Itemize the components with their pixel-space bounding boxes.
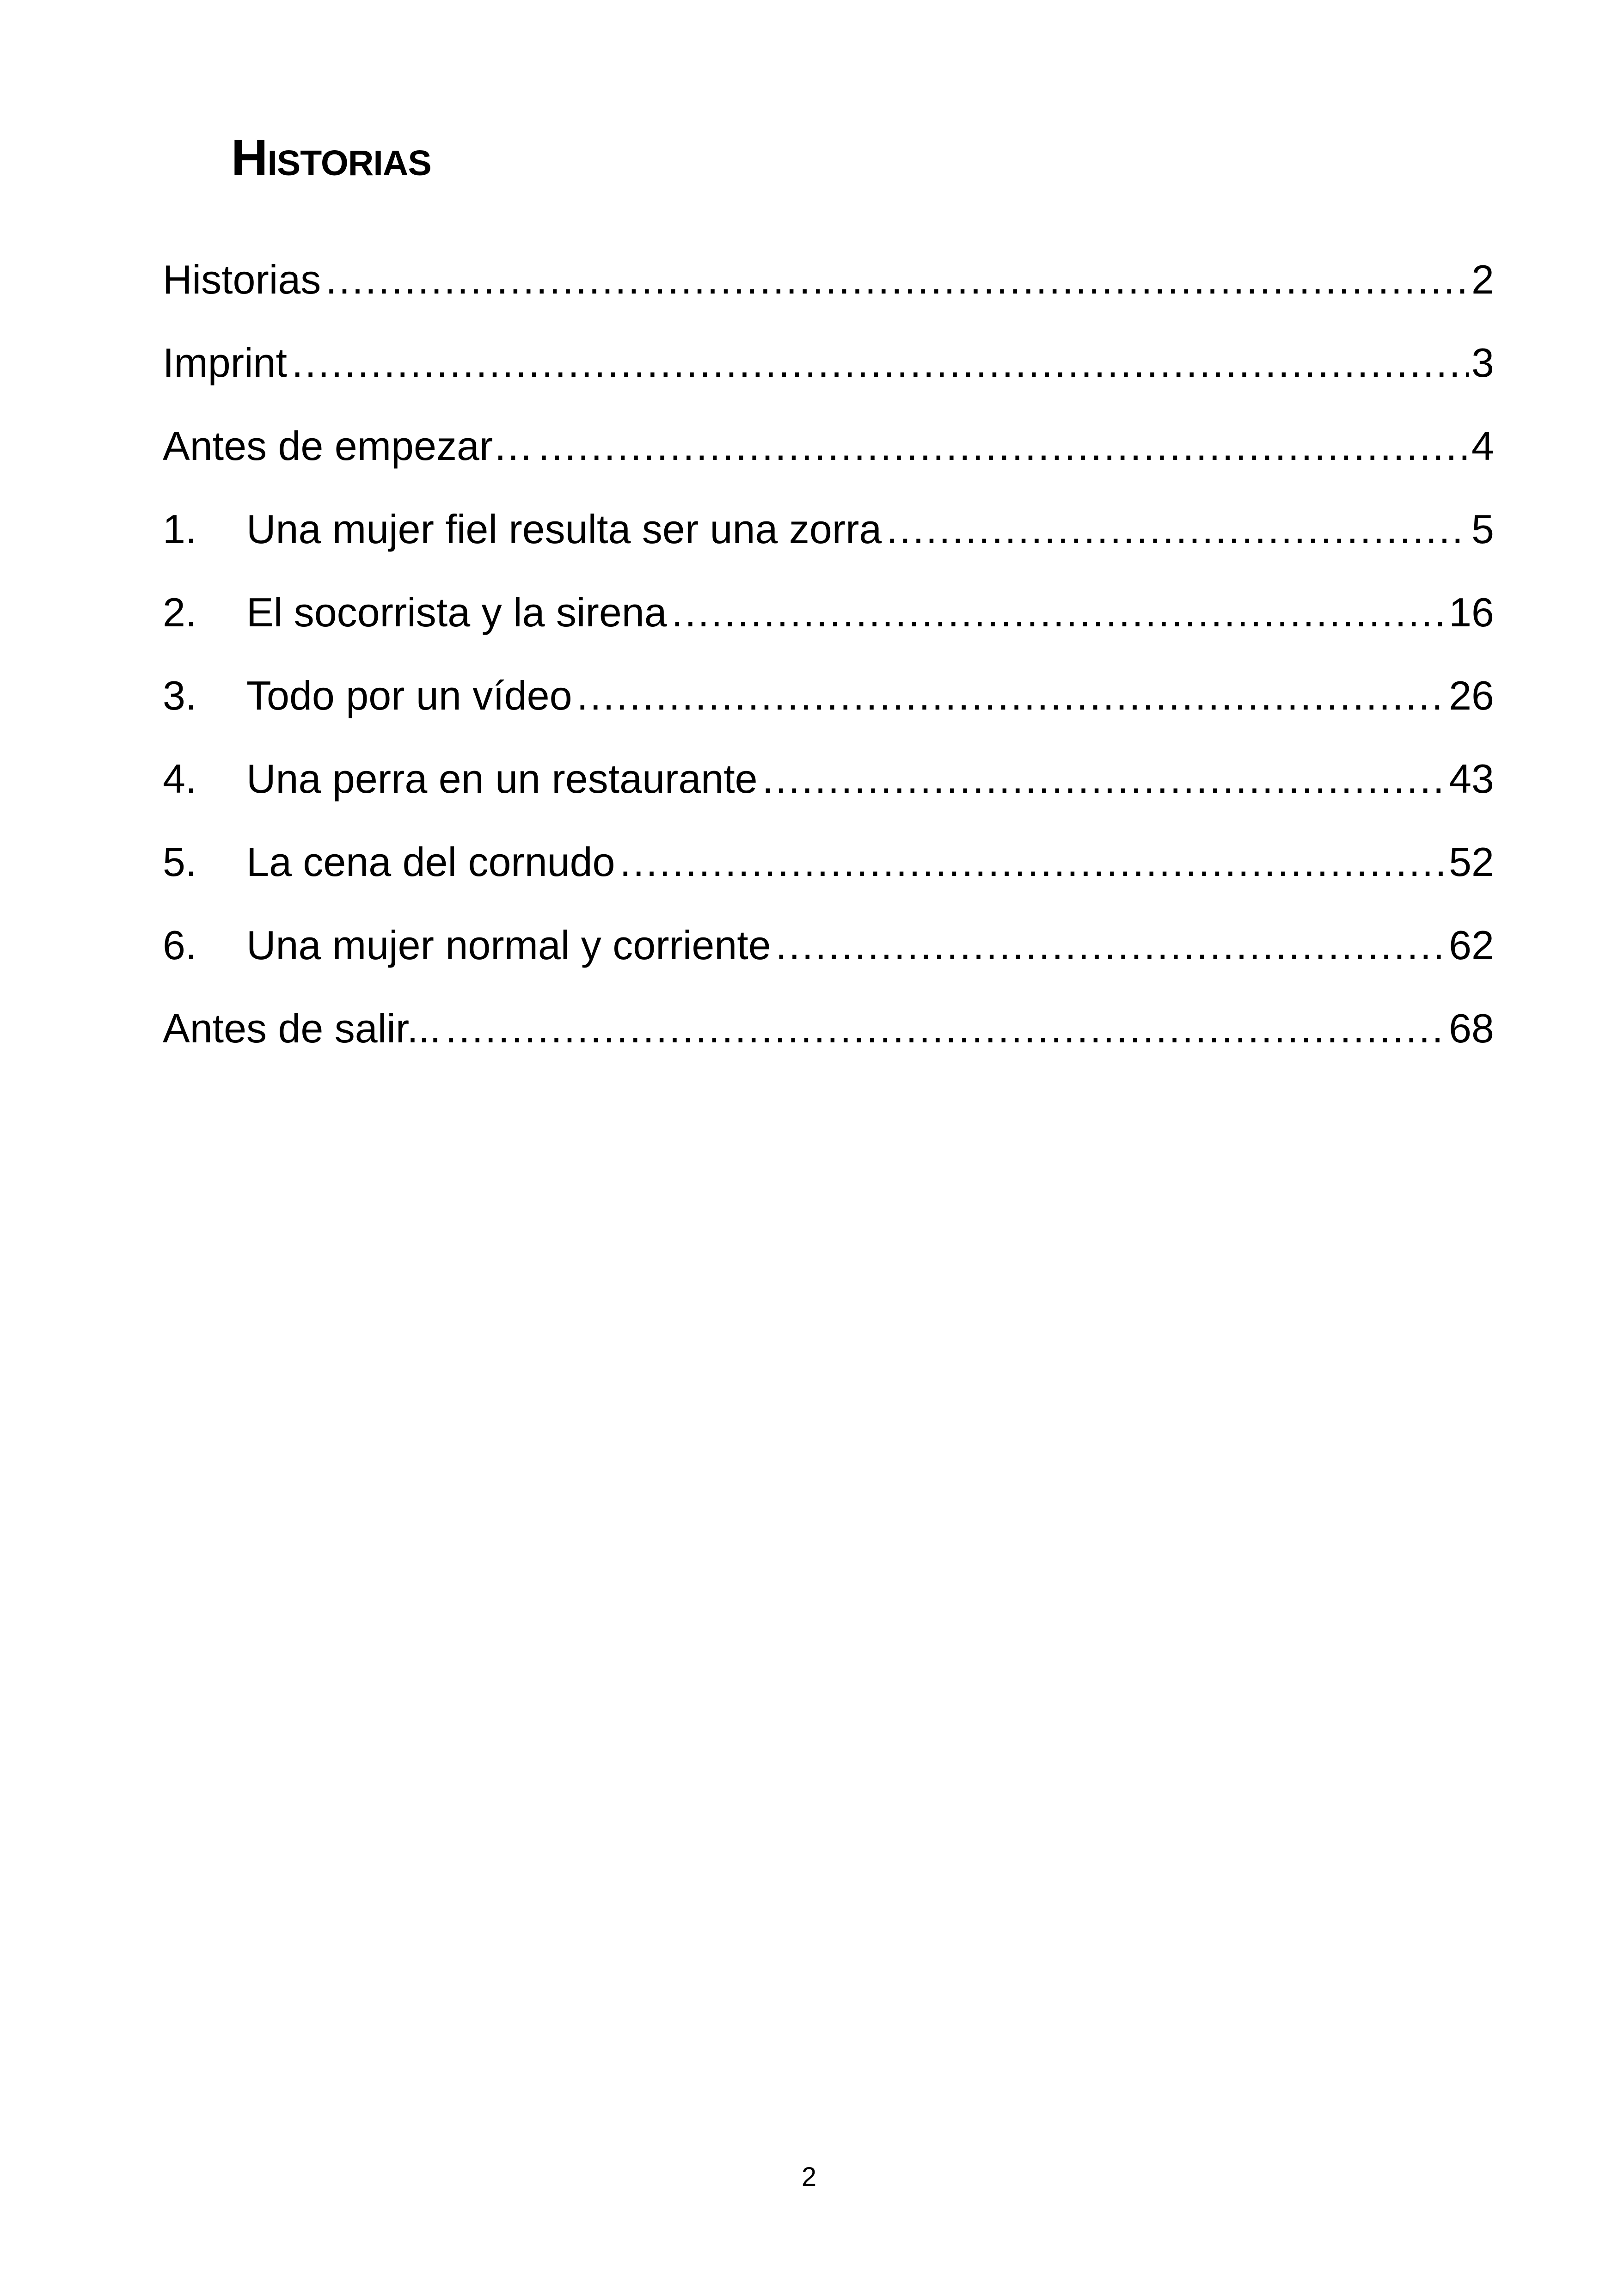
toc-entry-page: 68 — [1449, 1005, 1494, 1051]
toc-entry-chapter-2[interactable] — [163, 580, 1494, 663]
toc-entry-page: 52 — [1449, 839, 1494, 885]
toc-entry-number: 4. — [163, 756, 197, 802]
toc-entry-number: 5. — [163, 839, 197, 885]
toc-entry-chapter-3[interactable] — [163, 663, 1494, 747]
toc-entry-chapter-6[interactable] — [163, 913, 1494, 996]
toc-dot-leader — [776, 913, 1446, 978]
toc-entry-chapter-1[interactable] — [163, 497, 1494, 580]
toc-entry-page: 2 — [1471, 257, 1494, 302]
toc-entry-label: Una mujer normal y corriente — [246, 922, 771, 968]
toc-entry-page: 26 — [1449, 673, 1494, 718]
toc-entry-label: Una perra en un restaurante — [246, 756, 758, 802]
page-number: 2 — [801, 2162, 817, 2192]
toc-entry-label: El socorrista y la sirena — [246, 589, 667, 635]
toc-dot-leader — [325, 247, 1469, 312]
toc-dot-leader — [886, 497, 1469, 562]
toc-entry-page: 3 — [1471, 340, 1494, 386]
toc-entry-label: La cena del cornudo — [246, 839, 615, 885]
toc-entry-label: Antes de empezar… — [163, 423, 534, 469]
toc-entry-page: 5 — [1471, 506, 1494, 552]
toc-entry-page: 43 — [1449, 756, 1494, 802]
toc-dot-leader — [672, 580, 1446, 645]
toc-entry-label: Historias — [163, 257, 321, 302]
table-of-contents — [163, 247, 1494, 1079]
toc-entry-label: Antes de salir... — [163, 1005, 441, 1051]
toc-title: Historias — [231, 129, 431, 186]
toc-dot-leader — [538, 414, 1469, 478]
toc-entry-page: 16 — [1449, 589, 1494, 635]
toc-dot-leader — [620, 830, 1446, 894]
toc-entry-imprint[interactable] — [163, 331, 1494, 414]
toc-entry-page: 62 — [1449, 922, 1494, 968]
toc-entry-antes-de-salir[interactable] — [163, 996, 1494, 1079]
toc-entry-number: 6. — [163, 922, 197, 968]
toc-dot-leader — [762, 747, 1446, 811]
toc-dot-leader — [446, 996, 1446, 1061]
toc-entry-number: 3. — [163, 673, 197, 718]
toc-entry-number: 2. — [163, 589, 197, 635]
toc-entry-label: Imprint — [163, 340, 287, 386]
toc-entry-number: 1. — [163, 506, 197, 552]
toc-entry-label: Todo por un vídeo — [246, 673, 572, 718]
toc-entry-chapter-5[interactable] — [163, 830, 1494, 913]
toc-dot-leader — [292, 331, 1469, 395]
toc-entry-page: 4 — [1471, 423, 1494, 469]
toc-dot-leader — [577, 663, 1446, 728]
toc-entry-historias[interactable] — [163, 247, 1494, 331]
toc-entry-label: Una mujer fiel resulta ser una zorra — [246, 506, 882, 552]
toc-entry-chapter-4[interactable] — [163, 747, 1494, 830]
toc-entry-antes-de-empezar[interactable] — [163, 414, 1494, 497]
